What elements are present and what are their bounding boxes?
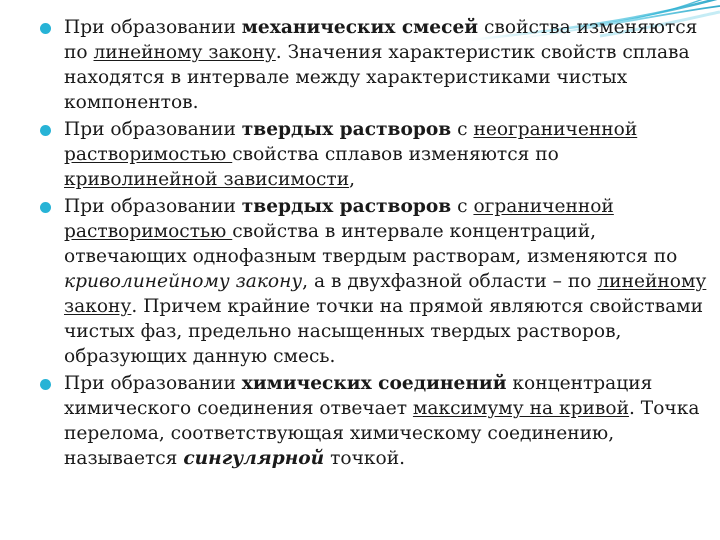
text-segment: механических смесей [241,17,479,38]
text-segment: линейному закону [93,42,276,63]
text-segment: ограниченной растворимостью [64,196,614,242]
text-segment: , а в двухфазной области – по [302,271,598,292]
text-segment: . Причем крайние точки на прямой являются свойствами чистых фаз, предельно насыщенных твердых растворов, образующих данную смесь. [64,296,704,367]
text-segment: . Точка перелома, соответствующая химическому соединению, называется [64,398,700,469]
text-segment: сингулярной [183,448,325,469]
text-segment: При образовании [64,119,242,140]
text-segment: При образовании [64,17,242,38]
text-segment: свойства сплавов изменяются по [232,144,559,165]
text-segment: свойства в интервале концентраций, отвечающих однофазным твердым растворам, изменяются по [64,221,678,267]
text-segment: При образовании [64,196,242,217]
text-segment: криволинейной зависимости [64,169,350,190]
text-segment: с [451,196,474,217]
bullet-item [40,371,712,471]
text-segment: максимуму на кривой [412,398,629,419]
text-segment: твердых растворов [241,196,452,217]
text-segment: свойства изменяются по [64,17,698,63]
bullet-list [40,15,712,473]
bullet-dot-icon [40,202,51,213]
text-segment: . Значения характеристик свойств сплава находятся в интервале между характеристиками чистых компонентов. [64,42,690,113]
text-segment: с [451,119,474,140]
bullet-item [40,117,712,192]
bullet-dot-icon [40,379,51,390]
text-segment: При образовании [64,373,242,394]
text-segment: химических соединений [241,373,507,394]
text-segment: , [349,169,356,190]
text-segment: линейному закону [64,271,707,317]
bullet-dot-icon [40,23,51,34]
text-segment: точкой. [324,448,406,469]
text-segment: концентрация химического соединения отвечает [64,373,653,419]
bullet-dot-icon [40,125,51,136]
text-segment: неограниченной растворимостью [64,119,638,165]
bullet-item [40,194,712,369]
bullet-item [40,15,712,115]
text-segment: твердых растворов [241,119,452,140]
text-segment: криволинейному закону [64,271,303,292]
